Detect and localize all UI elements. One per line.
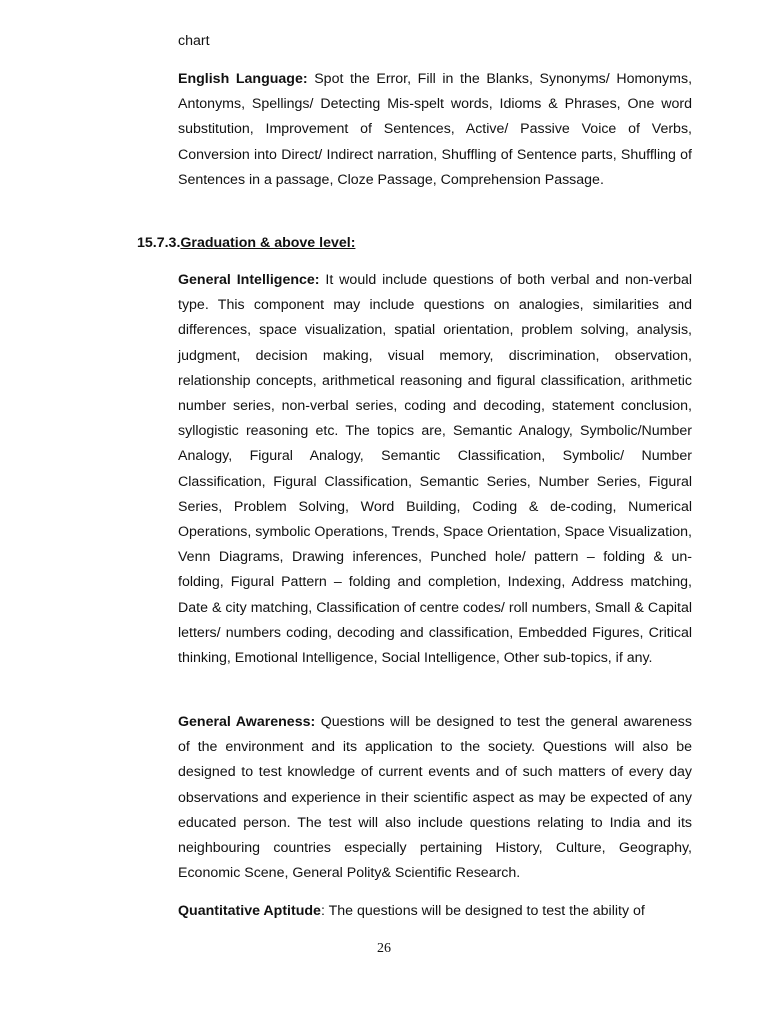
quantitative-aptitude-label: Quantitative Aptitude [178,903,321,919]
quantitative-aptitude-paragraph [178,899,692,924]
english-language-paragraph [178,67,692,193]
general-awareness-label: General Awareness: [178,714,316,730]
english-language-label: English Language: [178,71,308,87]
quantitative-aptitude-text: : The questions will be designed to test the ability of [320,903,645,919]
section-heading [137,231,355,256]
general-awareness-paragraph [178,710,692,886]
carryover-text: chart [178,33,210,49]
section-title: Graduation & above level: [180,235,356,251]
section-number: 15.7.3. [137,235,181,251]
page-number: 26 [377,941,391,956]
general-intelligence-text: It would include questions of both verbal and non-verbal type. This component may include questions on analogies, similarities and differences, space visualization, spatial orientation, problem solving, analysis, judgment, decision making, visual memory, discrimination, observation, relationship concepts, arithmetical reasoning and figural classification, arithmetic number series, non-verbal series, coding and decoding, statement conclusion, syllogistic reasoning etc. The topics are, Semantic Analogy, Symbolic/Number Analogy, Figural Analogy, Semantic Classification, Symbolic/ Number Classification, Figural Classification, Semantic Series, Number Series, Figural Series, Problem Solving, Word Building, Coding & de-coding, Numerical Operations, symbolic Operations, Trends, Space Orientation, Space Visualization, Venn Diagrams, Drawing inferences, Punched hole/ pattern – folding & un-folding, Figural Pattern – folding and completion, Indexing, Address matching, Date & city matching, Classification of centre codes/ roll numbers, Small & Capital letters/ numbers coding, decoding and classification, Embedded Figures, Critical thinking, Emotional Intelligence, Social Intelligence, Other sub-topics, if any. [178,272,692,667]
general-intelligence-paragraph [178,268,692,671]
general-awareness-text: Questions will be designed to test the general awareness of the environment and its application to the society. Questions will also be designed to test knowledge of current events and of such matters of every day observations and experience in their scientific aspect as may be expected of any educated person. The test will also include questions relating to India and its neighbouring countries especially pertaining History, Culture, Geography, Economic Scene, General Polity& Scientific Research. [178,714,692,882]
english-language-text: Spot the Error, Fill in the Blanks, Synonyms/ Homonyms, Antonyms, Spellings/ Detecting Mis-spelt words, Idioms & Phrases, One word substitution, Improvement of Sentences, Active/ Passive Voice of Verbs, Conversion into Direct/ Indirect narration, Shuffling of Sentence parts, Shuffling of Sentences in a passage, Cloze Passage, Comprehension Passage. [178,71,693,188]
general-intelligence-label: General Intelligence: [178,272,320,288]
